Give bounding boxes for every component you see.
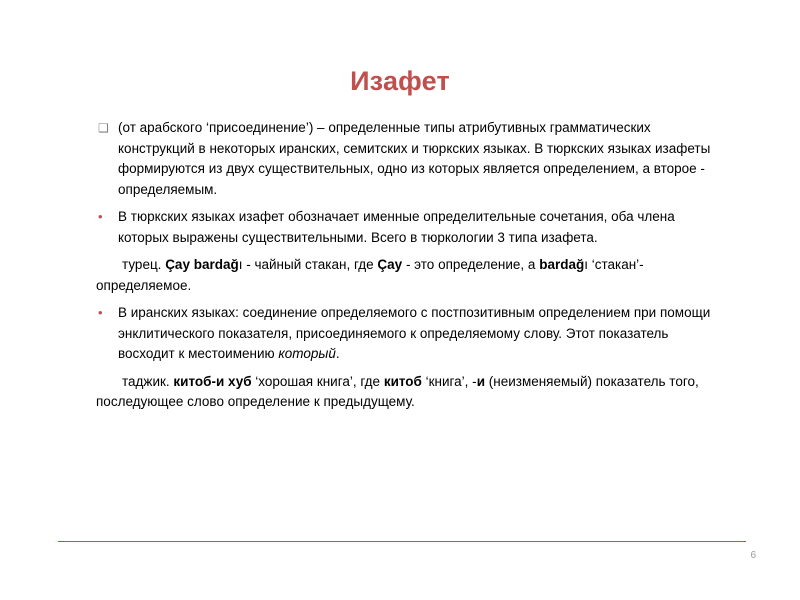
list-item-text: В иранских языках: соединение определяемого с постпозитивным определением при помощи энклитического показателя, присоединяемого к определяемому слову. Этот показатель восходит к местоимению который.	[118, 305, 711, 361]
list-item	[96, 207, 722, 248]
example-paragraph-tajik: таджик. китоб-и хуб ‘хорошая книга’, где китоб ‘книга’, -и (неизменяемый) показатель того, последующее слово определение к предыдущему.	[96, 373, 699, 409]
page-title: Изафет	[350, 66, 450, 96]
page-number: 6	[750, 550, 756, 561]
slide-content	[96, 118, 722, 420]
round-bullet-icon: •	[98, 305, 103, 320]
hollow-square-bullet-icon: ❑	[98, 121, 109, 135]
footer-divider	[58, 541, 746, 542]
list-item-text: В тюркских языках изафет обозначает именные определительные сочетания, оба члена которых выражены существительными. Всего в тюркологии 3 типа изафета.	[118, 209, 675, 245]
example-paragraph-turkish: турец. Çay bardağı - чайный стакан, где Çay - это определение, а bardağı ‘стакан’- определяемое.	[96, 257, 644, 293]
round-bullet-icon: •	[98, 209, 103, 224]
list-item	[96, 118, 722, 200]
list-item-text: (от арабского ‘присоединение’) – определенные типы атрибутивных грамматических конструкций в некоторых иранских, семитских и тюркских языках. В тюркских языках изафеты формируются из двух существительных, одно из которых является определением, а второе - определяемым.	[118, 120, 711, 197]
list-item	[96, 303, 722, 365]
